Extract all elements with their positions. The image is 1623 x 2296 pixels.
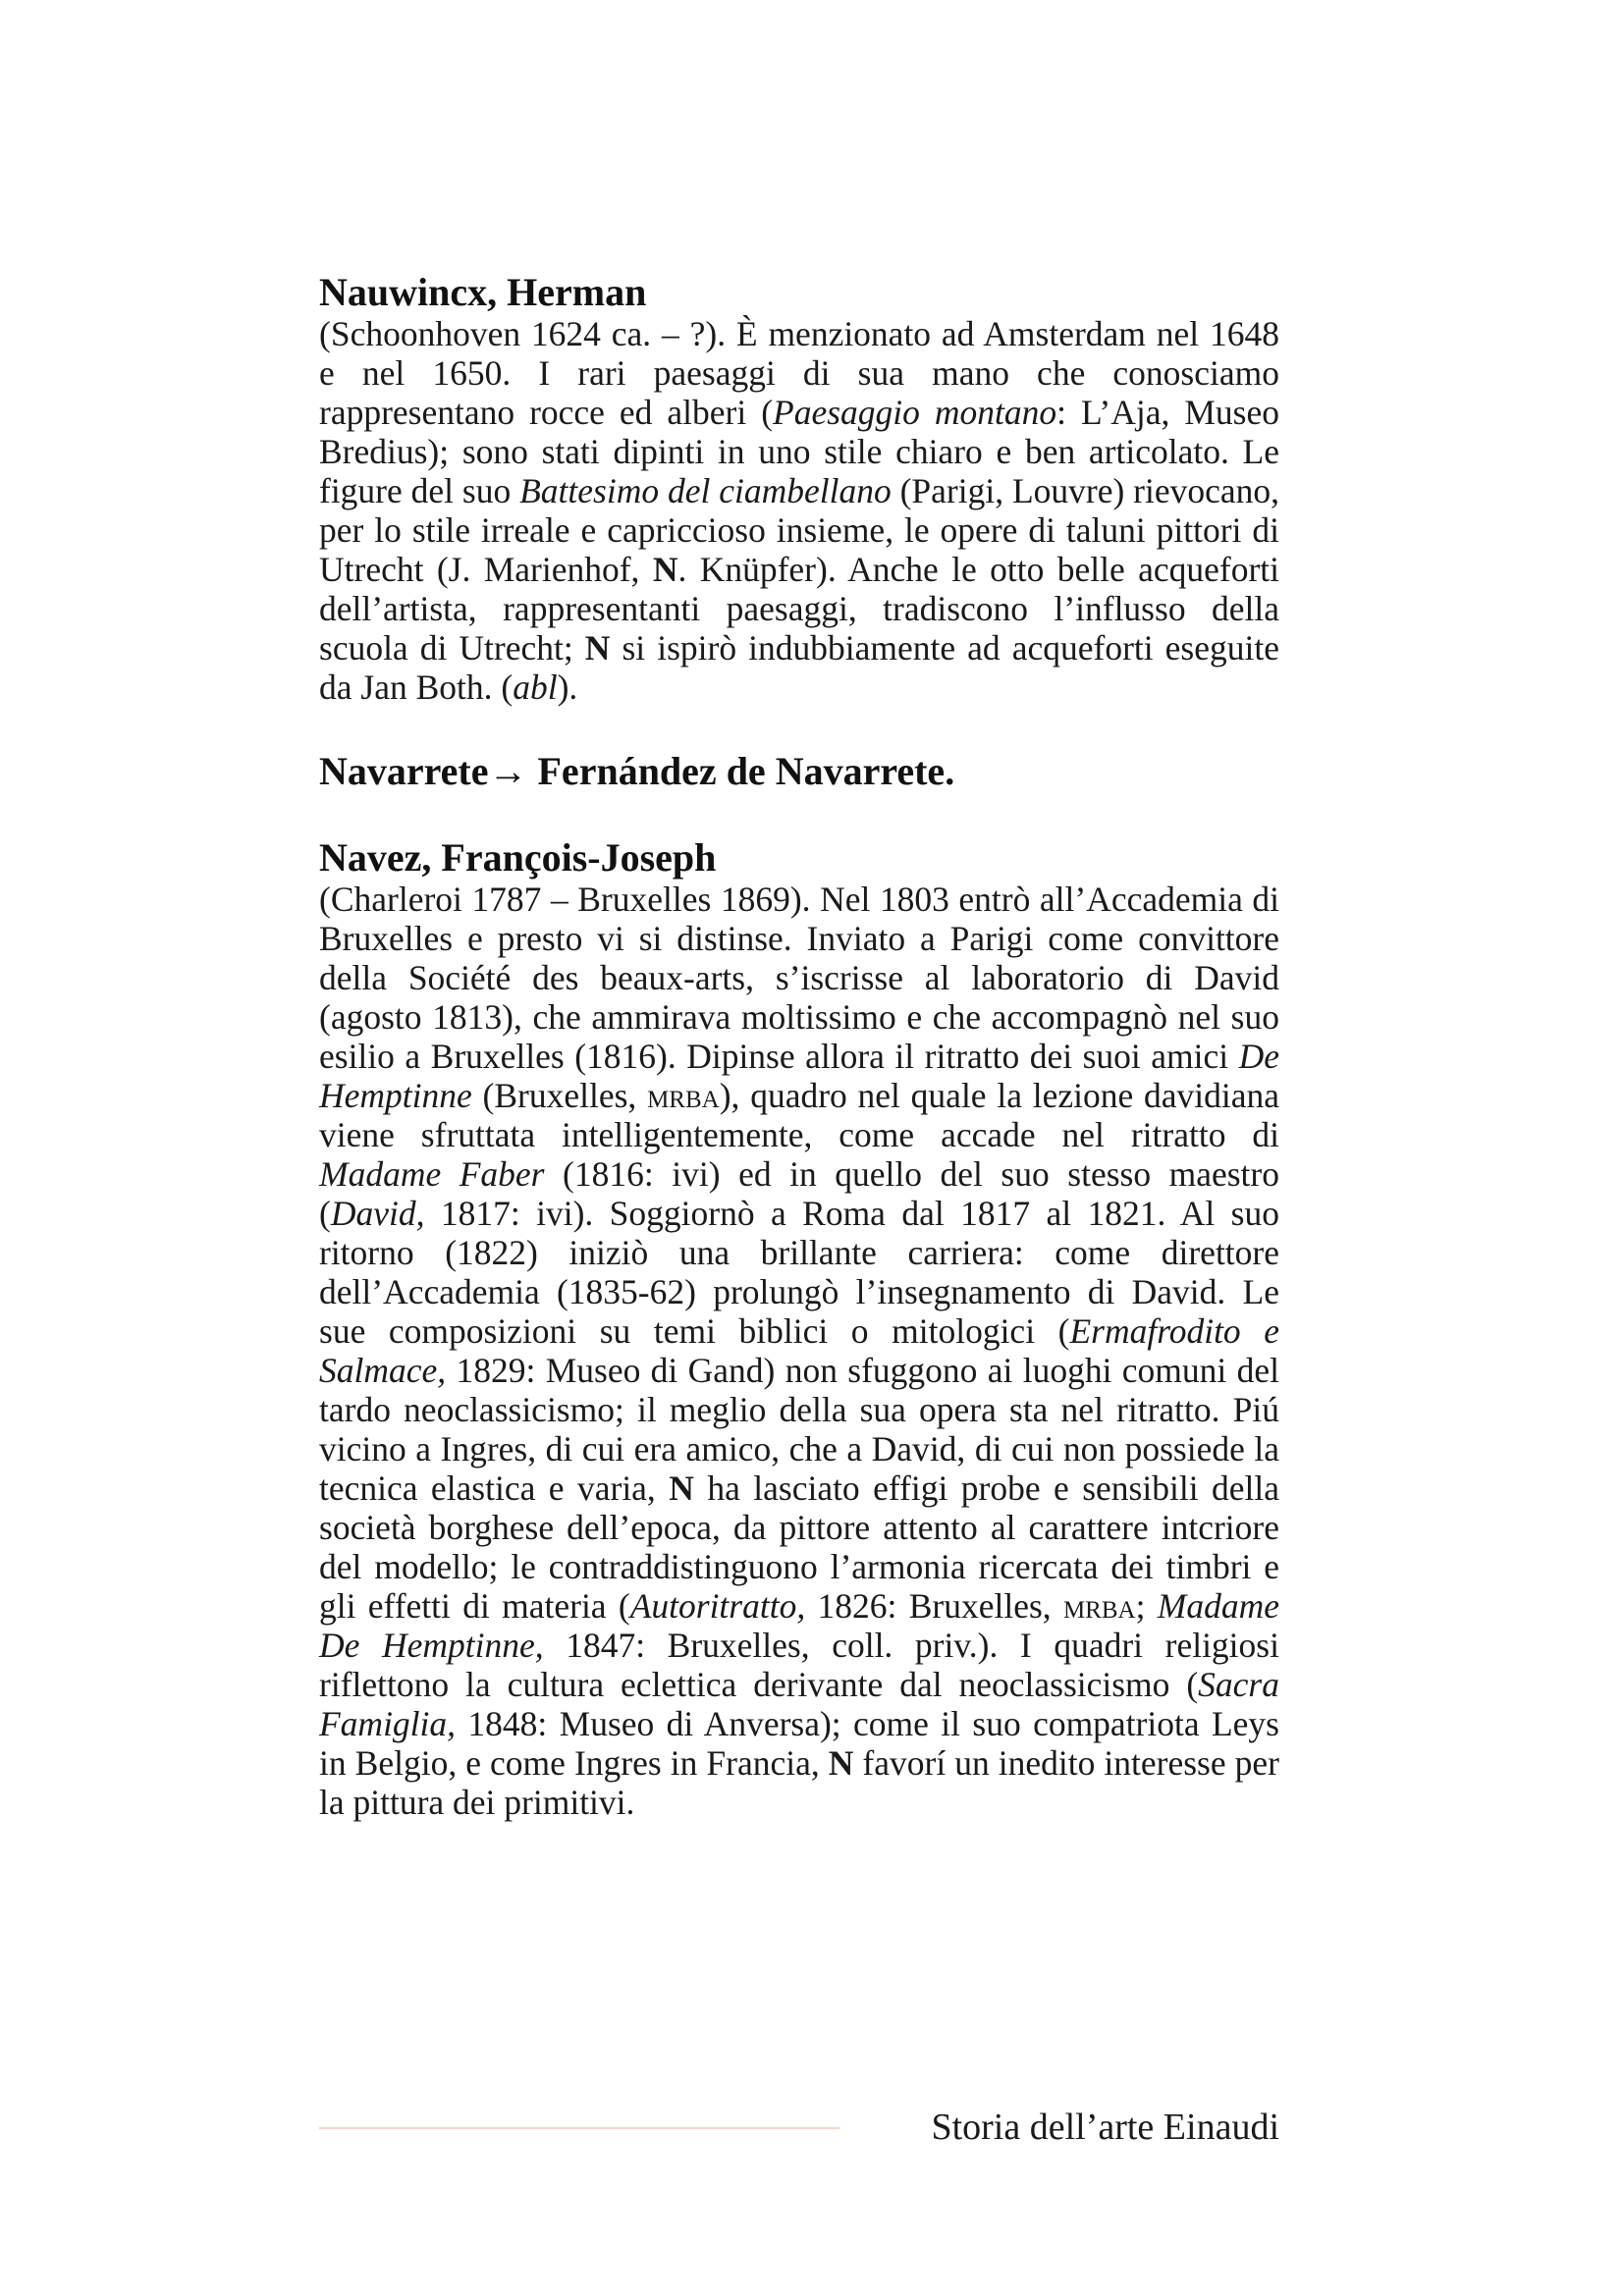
footer-rule — [319, 2127, 839, 2129]
italic-title: Autoritratto, — [629, 1586, 806, 1626]
entry-headword-cross-reference: Navarrete→ Fernández de Navarrete. — [319, 749, 955, 793]
text-segment: 1826: Bruxelles, — [805, 1586, 1063, 1626]
entry-body — [319, 314, 1279, 707]
text-segment: : L’Aja, Museo Bredius); sono stati dipinti in uno stile chiaro e ben articolato. Le figure del suo — [319, 393, 1279, 510]
dictionary-page — [319, 271, 1279, 1822]
text-segment: favorí un inedito interesse per la pittura dei primitivi. — [319, 1743, 1279, 1822]
text-segment: 1847: Bruxelles, coll. priv.). I quadri religiosi riflettono la cultura eclettica derivante dal neoclassicismo ( — [319, 1626, 1279, 1704]
text-segment: 1848: Museo di Anversa); come il suo compatriota Leys in Belgio, e come Ingres in Francia, — [319, 1704, 1279, 1783]
entry-body — [319, 880, 1279, 1822]
italic-title: Ermafrodito e Salmace, — [319, 1311, 1279, 1390]
entry-headword: Navez, François-Joseph — [319, 835, 717, 880]
text-segment: si ispirò indubbiamente ad acqueforti eseguite da Jan Both. ( — [319, 628, 1279, 707]
text-segment: ). — [557, 667, 578, 707]
italic-title: Sacra Famiglia, — [319, 1665, 1279, 1743]
entry-headword: Nauwincx, Herman — [319, 270, 647, 314]
italic-title: Paesaggio montano — [773, 393, 1057, 432]
entry-nauwincx — [319, 271, 1279, 707]
text-segment: ; — [1135, 1586, 1158, 1626]
italic-title: De Hemptinne — [319, 1037, 1279, 1115]
italic-title: Madame De Hemptinne, — [319, 1586, 1279, 1665]
text-segment: 1817: ivi). Soggiornò a Roma dal 1817 al 1821. Al suo ritorno (1822) iniziò una brillante carriera: come direttore dell’Accademia (1835-62) prolungò l’insegnamento di David. Le sue composizioni su temi biblici o mitologici ( — [319, 1194, 1279, 1351]
text-segment: (Bruxelles, — [471, 1076, 648, 1115]
entry-navez — [319, 836, 1279, 1822]
footer-title: Storia dell’arte Einaudi — [931, 2107, 1279, 2148]
bold-abbreviation: N — [652, 550, 678, 589]
bold-abbreviation: N — [828, 1743, 854, 1783]
text-segment: (1816: ivi) ed in quello del suo stesso maestro ( — [319, 1154, 1279, 1233]
text-segment: . Knüpfer). Anche le otto belle acqueforti dell’artista, rappresentanti paesaggi, tradiscono l’influsso della scuola di Utrecht; — [319, 550, 1279, 667]
text-segment: ), quadro nel quale la lezione davidiana viene sfruttata intelligentemente, come accade nel ritratto di — [319, 1076, 1279, 1154]
italic-title: David, — [330, 1194, 425, 1233]
page-footer — [319, 2103, 1279, 2152]
small-caps-abbreviation: mrba — [647, 1076, 720, 1115]
bold-abbreviation: N — [669, 1468, 694, 1508]
italic-title: Madame Faber — [319, 1154, 545, 1194]
entry-navarrete — [319, 750, 1279, 793]
text-segment: (Schoonhoven 1624 ca. – ?). È menzionato ad Amsterdam nel 1648 e nel 1650. I rari paesaggi di sua mano che conosciamo rappresentano rocce ed alberi ( — [319, 314, 1279, 432]
text-segment: ha lasciato effigi probe e sensibili della società borghese dell’epoca, da pittore attento al carattere intcriore del modello; le contraddistinguono l’armonia ricercata dei timbri e gli effetti di materia ( — [319, 1468, 1279, 1626]
italic-title: Battesimo del ciambellano — [519, 471, 892, 510]
bold-abbreviation: N — [584, 628, 611, 667]
small-caps-abbreviation: mrba — [1062, 1586, 1136, 1626]
text-segment: (Charleroi 1787 – Bruxelles 1869). Nel 1803 entrò all’Accademia di Bruxelles e presto vi si distinse. Inviato a Parigi come convittore della Société des beaux-arts, s’iscrisse al laboratorio di David (agosto 1813), che ammirava moltissimo e che accompagnò nel suo esilio a Bruxelles (1816). Dipinse allora il ritratto dei suoi amici — [319, 880, 1279, 1076]
italic-title: abl — [513, 667, 558, 707]
text-segment: (Parigi, Louvre) rievocano, per lo stile irreale e capriccioso insieme, le opere di taluni pittori di Utrecht (J. Marienhof, — [319, 471, 1279, 589]
text-segment: 1829: Museo di Gand) non sfuggono ai luoghi comuni del tardo neoclassicismo; il meglio della sua opera sta nel ritratto. Piú vicino a Ingres, di cui era amico, che a David, di cui non possiede la tecnica elastica e varia, — [319, 1351, 1279, 1508]
